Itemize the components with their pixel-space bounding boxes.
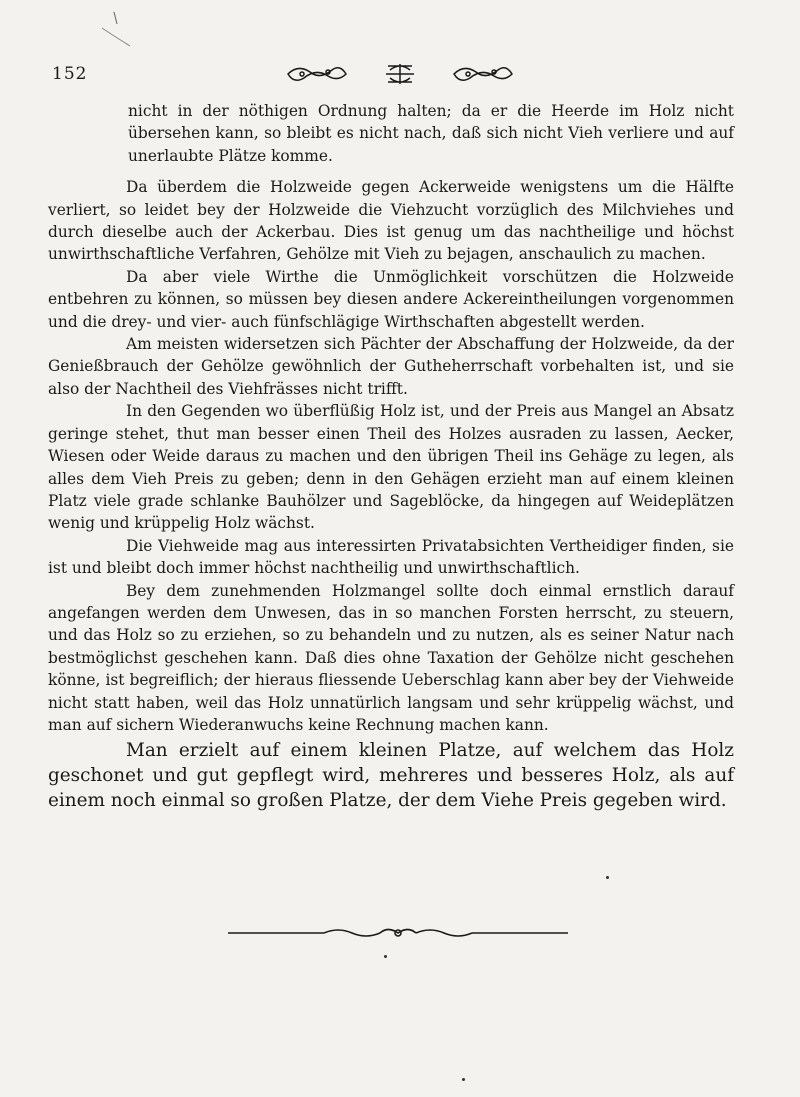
page-number: 152 — [52, 64, 88, 84]
paragraph: Bey dem zunehmenden Holzmangel sollte doch einmal ernstlich darauf angefangen werden dem Unwesen, das in so manchen Forsten herrscht, zu steuern, und das Holz so zu erziehen, so zu behandeln und zu nutzen, als es seiner Natur nach bestmöglichst geschehen kann. Daß dies ohne Taxation der Gehölze nicht geschehen könne, ist begreiflich; der hieraus fliessende Ueberschlag kann aber bey der Viehweide nicht statt haben, weil das Holz unnatürlich langsam und sehr krüppelig wächst, und man auf sichern Wiederanwuchs keine Rechnung machen kann. — [48, 581, 734, 734]
paragraph: Da überdem die Holzweide gegen Ackerweide wenigstens um die Hälfte verliert, so leidet bey der Holzweide die Viehzucht vorzüglich des Milchviehes und durch dieselbe auch der Ackerbau. Dies ist genug um das nachtheilige und höchst unwirthschaftliche Verfahren, Gehölze mit Vieh zu bejagen, anschaulich zu machen. — [48, 178, 734, 264]
paragraph-emphasis: Man erzielt auf einem kleinen Platze, auf welchem das Holz geschonet und gut gepflegt wird, mehreres und besseres Holz, als auf einem noch einmal so großen Platze, der dem Viehe Preis gegeben wird. — [48, 740, 734, 812]
footer-ornament — [228, 924, 568, 942]
paragraph-continuation: nicht in der nöthigen Ordnung halten; da er die Heerde im Holz nicht übersehen kann, so bleibt es nicht nach, daß sich nicht Vieh verliere und auf unerlaubte Plätze komme. — [128, 102, 734, 165]
paragraph: Die Viehweide mag aus interessirten Privatabsichten Vertheidiger finden, sie ist und bleibt doch immer höchst nachtheilig und unwirthschaftlich. — [48, 536, 734, 578]
paragraph: In den Gegenden wo überflüßig Holz ist, und der Preis aus Mangel an Absatz geringe stehet, thut man besser einen Theil des Holzes ausraden zu lassen, Aecker, Wiesen oder Weide daraus zu machen und den übrigen Theil ins Gehäge zu legen, als alles dem Vieh Preis zu geben; denn in den Gehägen erzieht man auf einem kleinen Platz viele grade schlanke Bauhölzer und Sageblöcke, da hingegen auf Weideplätzen wenig und krüppelig Holz wächst. — [48, 402, 734, 533]
header-ornament — [280, 62, 520, 86]
ink-speck — [606, 876, 609, 879]
ink-speck — [462, 1078, 465, 1081]
paragraph: Am meisten widersetzen sich Pächter der Abschaffung der Holzweide, da der Genießbrauch der Gehölze gewöhnlich der Gutheherrschaft vorbehalten ist, und sie also der Nachtheil des Viehfrässes nicht trifft. — [48, 335, 734, 398]
pen-mark — [96, 10, 132, 50]
page-body — [48, 100, 734, 813]
ink-speck — [384, 955, 387, 958]
paragraph: Da aber viele Wirthe die Unmöglichkeit vorschützen die Holzweide entbehren zu können, so müssen bey diesen andere Ackereintheilungen vorgenommen und die drey- und vier- auch fünfschlägige Wirthschaften abgestellt werden. — [48, 267, 734, 331]
